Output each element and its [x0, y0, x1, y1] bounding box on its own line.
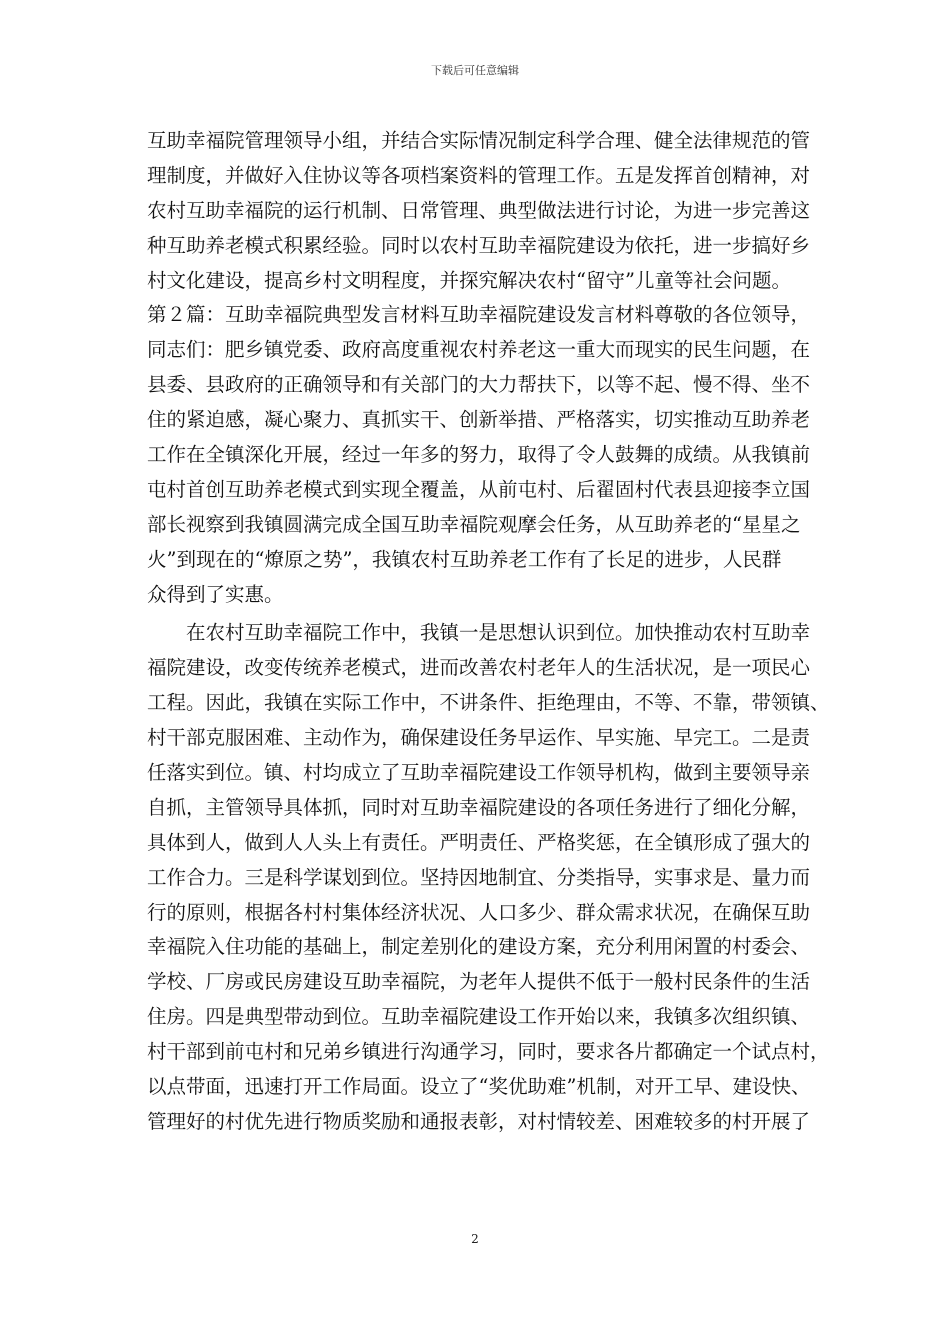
- paragraph-1: [147, 124, 827, 612]
- text-line: 屯村首创互助养老模式到实现全覆盖，从前屯村、后翟固村代表县迎接李立国: [147, 477, 811, 501]
- text-line: 住的紧迫感，凝心聚力、真抓实干、创新举措、严格落实，切实推动互助养老: [147, 408, 811, 432]
- text-line: 幸福院入住功能的基础上，制定差别化的建设方案，充分利用闲置的村委会、: [147, 935, 811, 959]
- page-number: 2: [471, 1232, 479, 1246]
- text-line: 管理好的村优先进行物质奖励和通报表彰，对村情较差、困难较多的村开展了: [147, 1109, 811, 1133]
- text-line: 自抓，主管领导具体抓，同时对互助幸福院建设的各项任务进行了细化分解，: [147, 795, 811, 819]
- paragraph-2: [147, 616, 830, 1139]
- text-line: 第２篇：互助幸福院典型发言材料互助幸福院建设发言材料尊敬的各位领导，: [147, 303, 811, 327]
- text-line: 部长视察到我镇圆满完成全国互助幸福院观摩会任务，从互助养老的“星星之: [147, 512, 801, 536]
- text-line: 学校、厂房或民房建设互助幸福院，为老年人提供不低于一般村民条件的生活: [147, 970, 811, 994]
- text-line: 任落实到位。镇、村均成立了互助幸福院建设工作领导机构，做到主要领导亲: [147, 761, 811, 785]
- page-header: 下载后可任意编辑: [431, 64, 519, 77]
- text-line: 理制度，并做好入住协议等各项档案资料的管理工作。五是发挥首创精神，对: [147, 163, 811, 187]
- text-line: 在农村互助幸福院工作中，我镇一是思想认识到位。加快推动农村互助幸: [186, 621, 811, 645]
- text-line: 行的原则，根据各村村集体经济状况、人口多少、群众需求状况，在确保互助: [147, 900, 811, 924]
- text-line: 村干部到前屯村和兄弟乡镇进行沟通学习，同时，要求各片都确定一个试点村，: [147, 1040, 830, 1064]
- document-body: [147, 124, 830, 1140]
- text-line: 火”到现在的“燎原之势”，我镇农村互助养老工作有了长足的进步，人民群: [147, 547, 782, 571]
- text-line: 互助幸福院管理领导小组，并结合实际情况制定科学合理、健全法律规范的管: [147, 129, 811, 152]
- text-line: 种互助养老模式积累经验。同时以农村互助幸福院建设为依托，进一步搞好乡: [147, 233, 811, 257]
- text-line: 县委、县政府的正确领导和有关部门的大力帮扶下，以等不起、慢不得、坐不: [147, 373, 811, 397]
- text-line: 农村互助幸福院的运行机制、日常管理、典型做法进行讨论，为进一步完善这: [147, 198, 811, 222]
- text-line: 工作合力。三是科学谋划到位。坚持因地制宜、分类指导，实事求是、量力而: [147, 865, 811, 889]
- text-line: 村干部克服困难、主动作为，确保建设任务早运作、早实施、早完工。二是责: [147, 726, 811, 750]
- text-line: 同志们：肥乡镇党委、政府高度重视农村养老这一重大而现实的民生问题，在: [147, 338, 811, 362]
- text-line: 工作在全镇深化开展，经过一年多的努力，取得了令人鼓舞的成绩。从我镇前: [147, 443, 811, 467]
- text-line: 工程。因此，我镇在实际工作中，不讲条件、拒绝理由，不等、不靠，带领镇、: [147, 691, 830, 715]
- text-line: 众得到了实惠。: [147, 582, 284, 606]
- text-line: 村文化建设，提高乡村文明程度，并探究解决农村“留守”儿童等社会问题。: [147, 268, 791, 292]
- text-line: 住房。四是典型带动到位。互助幸福院建设工作开始以来，我镇多次组织镇、: [147, 1005, 811, 1029]
- text-line: 具体到人，做到人人头上有责任。严明责任、严格奖惩，在全镇形成了强大的: [147, 830, 811, 854]
- text-line: 福院建设，改变传统养老模式，进而改善农村老年人的生活状况，是一项民心: [147, 656, 811, 680]
- text-line: 以点带面，迅速打开工作局面。设立了“奖优助难”机制，对开工早、建设快、: [147, 1075, 811, 1099]
